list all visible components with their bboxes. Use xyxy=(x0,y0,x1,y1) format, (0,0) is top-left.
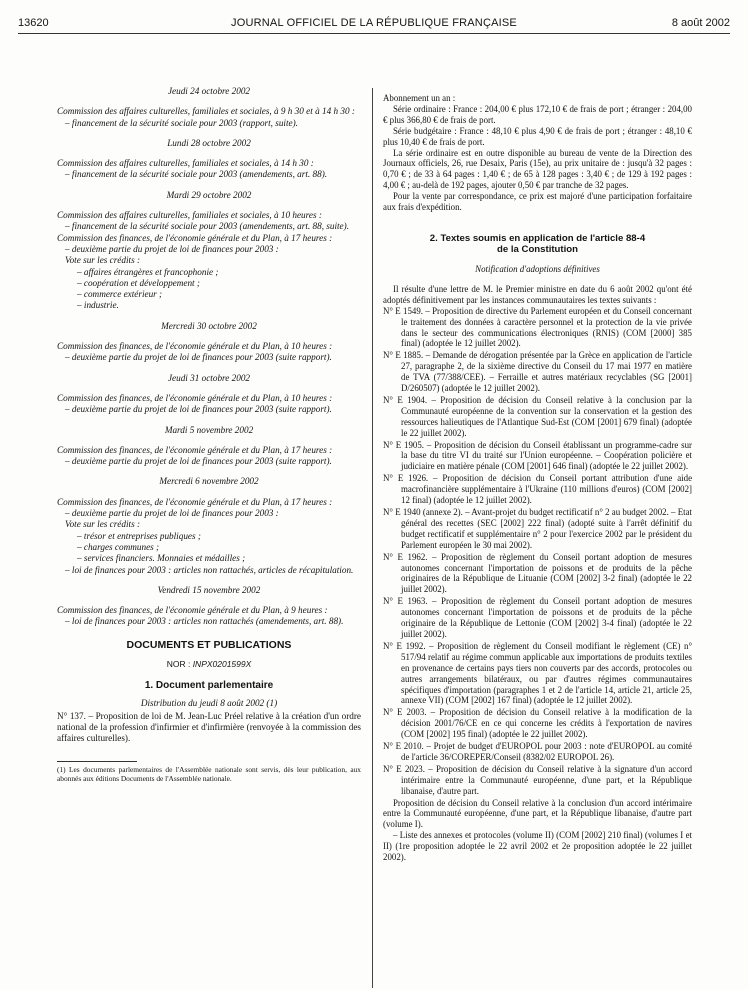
agenda-item: – loi de finances pour 2003 : articles non rattachés, articles de récapitulation. xyxy=(65,564,354,575)
adopted-text-entry xyxy=(383,764,692,797)
session-date: Mardi 29 octobre 2002 xyxy=(166,189,252,200)
closing-paragraph: Proposition de décision du Conseil relative à la conclusion d'un accord intérimaire entre la Communauté européenne, d'une part, et la République libanaise, d'autre part (volume I). xyxy=(383,797,692,830)
entry-text: – Proposition de décision du Conseil relative à la modification de la décision 2001/76/CE en ce qui concerne les crédits à l'exportation de navires (COM [2002] 195 final) (adoptée le 22 juillet 2002). xyxy=(401,707,692,740)
agenda-item: – deuxième partie du projet de loi de finances pour 2003 : xyxy=(65,243,279,254)
entry-text: – Proposition de règlement du Conseil portant adoption de mesures autonomes concernant l'importation de poissons et de produits de la pêche originaires de la République de Lituanie (COM [2002] 3-2 final) (adoptée le 22 juillet 2002). xyxy=(401,551,692,595)
session-date: Mardi 5 novembre 2002 xyxy=(164,424,254,435)
adopted-text-entry xyxy=(383,707,692,740)
agenda-item: – deuxième partie du projet de loi de finances pour 2003 : xyxy=(65,508,279,519)
credit-item: – charges communes ; xyxy=(77,541,160,552)
entry-number: N° E 2003. xyxy=(383,707,427,718)
adopted-text-entry xyxy=(383,350,692,394)
sale-info: La série ordinaire est en outre disponible au bureau de vente de la Direction des Journaux officiels, 26, rue Desaix, Paris (15e), au prix unitaire de : jusqu'à 32 pages : 0,70 € ; de 33 à 64 pages : 1,40 € ; de 65 à 128 pages : 3,40 € ; de 129 à 192 pages : 4,00 € ; au-delà de 192 pages, ajouter 0,50 € par tranche de 32 pages. xyxy=(383,147,692,191)
distribution-date: Distribution du jeudi 8 août 2002 (1) xyxy=(140,697,278,708)
adopted-texts-list xyxy=(383,306,692,797)
left-column xyxy=(57,86,361,783)
session-block xyxy=(57,321,361,364)
issue-date: 8 août 2002 xyxy=(671,17,730,29)
document-entry xyxy=(57,711,361,745)
entry-number: N° E 1885. xyxy=(383,350,424,361)
page-number: 13620 xyxy=(18,17,49,29)
journal-title: JOURNAL OFFICIEL DE LA RÉPUBLIQUE FRANÇAISE xyxy=(231,17,517,29)
entry-number: N° E 1940 (annexe 2). xyxy=(383,507,463,517)
entry-number: N° E 1963. xyxy=(383,596,428,607)
adopted-text-entry xyxy=(383,552,692,596)
session-date: Mercredi 6 novembre 2002 xyxy=(159,476,259,487)
subscription-ordinary: Série ordinaire : France : 204,00 € plus 172,10 € de frais de port ; étranger : 204,00 € plus 366,80 € de frais de port. xyxy=(383,103,692,125)
entry-text: – Proposition de décision du Conseil relative à la conclusion par la Communauté européenne de la convention sur la conservation et la gestion des ressources halieutiques de l'Atlantique Sud-Est (COM [2001] 679 final) (adoptée le 22 juillet 2002). xyxy=(401,394,692,438)
session-block xyxy=(57,138,361,181)
entry-text: – Avant-projet du budget rectificatif n° 2 au budget 2002. – Etat général des recettes (SEC [2002] 222 final) (adopté suite à l'arrêt définitif du budget rectificatif et supplémentaire n° 2 pour l'exercice 2002 par le président du Parlement européen le 30 mai 2002). xyxy=(401,507,693,550)
entry-number: N° E 1905. xyxy=(383,439,425,450)
adopted-text-entry xyxy=(383,473,692,506)
session-commission: Commission des finances, de l'économie générale et du Plan, à 17 heures : xyxy=(57,496,333,507)
session-date: Jeudi 31 octobre 2002 xyxy=(167,372,251,383)
session-date: Jeudi 24 octobre 2002 xyxy=(167,86,251,96)
subscription-budget: Série budgétaire : France : 48,10 € plus 4,90 € de frais de port ; étranger : 48,10 € plus 10,40 € de frais de port. xyxy=(383,125,692,147)
agenda-item: – financement de la sécurité sociale pour 2003 (rapport, suite). xyxy=(65,117,298,128)
agenda-item: – deuxième partie du projet de loi de finances pour 2003 (suite rapport). xyxy=(65,352,332,363)
vote-label: Vote sur les crédits : xyxy=(65,519,141,530)
notification-subheading: Notification d'adoptions définitives xyxy=(475,263,600,274)
credit-item: – trésor et entreprises publiques ; xyxy=(77,530,201,541)
docs-publications-heading: DOCUMENTS ET PUBLICATIONS xyxy=(126,638,292,651)
session-block xyxy=(57,190,361,312)
entry-number: N° E 2010. xyxy=(383,741,424,752)
entry-text: – Proposition de décision du Conseil relative à la signature d'un accord intérimaire entre la Communauté européenne, d'une part, et la République libanaise, d'autre part. xyxy=(401,763,693,796)
adopted-text-entry xyxy=(383,395,692,439)
entry-text: – Proposition de décision du Conseil établissant un programme-cadre sur la base du titre VI du traité sur l'Union européenne. – Coopération policière et judiciaire en matière pénale (COM [2001] 646 final) (adoptée le 22 juillet 2002). xyxy=(401,439,692,472)
entry-number: N° E 1992. xyxy=(383,640,426,651)
entry-text: – Proposition de règlement du Conseil modifiant le règlement (CE) n° 517/94 relatif au régime commun applicable aux importations de produits textiles en provenance de certains pays tiers non couverts par des accords, protocoles ou autres arrangements bilatéraux, ou par d'autres régimes communautaires spécifiques d'importation (paragraphes 1 et 2 de l'article 14, article 21, article 25, annexe VII) (COM [2002] 167 final) (adoptée le 12 juillet 2002). xyxy=(401,640,692,706)
entry-number: N° E 1926. xyxy=(383,473,429,484)
section2-heading-line2: de la Constitution xyxy=(496,243,578,255)
agenda-item: – deuxième partie du projet de loi de finances pour 2003 (suite rapport). xyxy=(65,404,332,415)
session-block xyxy=(57,585,361,628)
intro-paragraph: Il résulte d'une lettre de M. le Premier ministre en date du 6 août 2002 qu'ont été adoptés définitivement par les instances communautaires les textes suivants : xyxy=(383,283,692,305)
vote-label: Vote sur les crédits : xyxy=(65,255,141,266)
adopted-text-entry xyxy=(383,440,692,473)
section2-heading-line1: 2. Textes soumis en application de l'article 88-4 xyxy=(429,232,646,244)
agenda-item: – financement de la sécurité sociale pour 2003 (amendements, art. 88). xyxy=(65,169,328,180)
credit-item: – affaires étrangères et francophonie ; xyxy=(77,266,219,277)
session-date: Vendredi 15 novembre 2002 xyxy=(157,584,261,595)
session-block xyxy=(57,425,361,468)
session-commission: Commission des affaires culturelles, familiales et sociales, à 9 h 30 et à 14 h 30 : xyxy=(57,106,355,117)
credit-item: – coopération et développement ; xyxy=(77,277,200,288)
session-commission: Commission des finances, de l'économie générale et du Plan, à 9 heures : xyxy=(57,605,328,616)
entry-text: – Proposition de règlement du Conseil portant adoption de mesures autonomes concernant l'importation de poissons et de produits de la pêche originaire de la République de Lettonie (COM [2002] 3-4 final) (adoptée le 22 juillet 2002). xyxy=(401,596,692,639)
session-date: Mercredi 30 octobre 2002 xyxy=(161,320,257,331)
session-date: Lundi 28 octobre 2002 xyxy=(167,137,251,148)
nor-value: INPX0201599X xyxy=(192,658,252,669)
session-commission: Commission des finances, de l'économie générale et du Plan, à 17 heures : xyxy=(57,444,333,455)
session-commission: Commission des finances, de l'économie générale et du Plan, à 10 heures : xyxy=(57,341,333,352)
entry-text: – Demande de dérogation présentée par la Grèce en application de l'article 27, paragraphe 2, de la sixième directive du Conseil du 17 mai 1977 en matière de TVA (77/388/CEE). – Ferraille et autres matériaux recyclables (SG [2001] D/260507) (adoptée le 12 juillet 2002). xyxy=(401,350,692,394)
adopted-text-entry xyxy=(383,596,692,640)
session-block xyxy=(57,86,361,129)
session-commission: Commission des finances, de l'économie générale et du Plan, à 10 heures : xyxy=(57,392,333,403)
section-heading: 1. Document parlementaire xyxy=(144,680,274,692)
adopted-text-entry xyxy=(383,507,692,551)
entry-text: – Proposition de décision du Conseil portant attribution d'une aide macrofinancière supplémentaire à l'Ukraine (110 millions d'euros) (COM [2002] 12 final) (adoptée le 12 juillet 2002). xyxy=(401,473,693,506)
entry-text: – Projet de budget d'EUROPOL pour 2003 : note d'EUROPOL au comité de l'article 36/COREPER/Conseil (8382/02 EUROPOL 26). xyxy=(401,741,692,762)
credit-item: – industrie. xyxy=(77,300,119,311)
nor-label: NOR : xyxy=(166,658,191,669)
agenda-item: – financement de la sécurité sociale pour 2003 (amendements, art. 88, suite). xyxy=(65,221,349,232)
credit-item: – commerce extérieur ; xyxy=(77,289,163,300)
footnote-rule xyxy=(57,761,137,762)
entry-number: N° E 2023. xyxy=(383,763,425,774)
adopted-text-entry xyxy=(383,306,692,350)
entry-number: N° 137. xyxy=(57,710,86,721)
entry-text: – Proposition de loi de M. Jean-Luc Préel relative à la création d'un ordre national de la profession d'infirmier et d'infirmière (renvoyée à la commission des affaires culturelles). xyxy=(57,710,361,744)
footnote: (1) Les documents parlementaires de l'Assemblée nationale sont servis, dès leur publication, aux abonnés aux éditions Documents de l'Assemblée nationale. xyxy=(57,764,361,783)
right-column xyxy=(383,93,692,863)
session-commission: Commission des finances, de l'économie générale et du Plan, à 17 heures : xyxy=(57,232,333,243)
session-block xyxy=(57,476,361,575)
agenda-item: – loi de finances pour 2003 : articles non rattachés (amendements, art. 88). xyxy=(65,616,344,627)
page-header xyxy=(18,17,730,34)
session-block xyxy=(57,373,361,416)
session-commission: Commission des affaires culturelles, familiales et sociales, à 14 h 30 : xyxy=(57,158,314,169)
subscription-title: Abonnement un an : xyxy=(383,93,456,103)
entry-number: N° E 1549. xyxy=(383,305,423,316)
nor-reference xyxy=(57,659,361,670)
column-divider xyxy=(372,88,373,988)
mail-order-info: Pour la vente par correspondance, ce prix est majoré d'une participation forfaitaire aux frais d'expédition. xyxy=(383,191,692,213)
adopted-text-entry xyxy=(383,741,692,763)
entry-number: N° E 1904. xyxy=(383,394,428,405)
adopted-text-entry xyxy=(383,641,692,706)
entry-number: N° E 1962. xyxy=(383,551,428,562)
credit-item: – services financiers. Monnaies et médailles ; xyxy=(77,553,246,564)
session-commission: Commission des affaires culturelles, familiales et sociales, à 10 heures : xyxy=(57,210,322,221)
entry-text: – Proposition de directive du Parlement européen et du Conseil concernant le traitement des données à caractère personnel et la protection de la vie privée dans le secteur des communications électroniques (RNIS) (COM [2000] 385 final) (adoptée le 12 juillet 2002). xyxy=(401,305,693,349)
closing-annex: – Liste des annexes et protocoles (volume II) (COM [2002] 210 final) (volumes I et II) (1re proposition adoptée le 22 avril 2002 et 2e proposition adoptée le 22 juillet 2002). xyxy=(383,830,692,863)
agenda-item: – deuxième partie du projet de loi de finances pour 2003 (suite rapport). xyxy=(65,456,332,467)
